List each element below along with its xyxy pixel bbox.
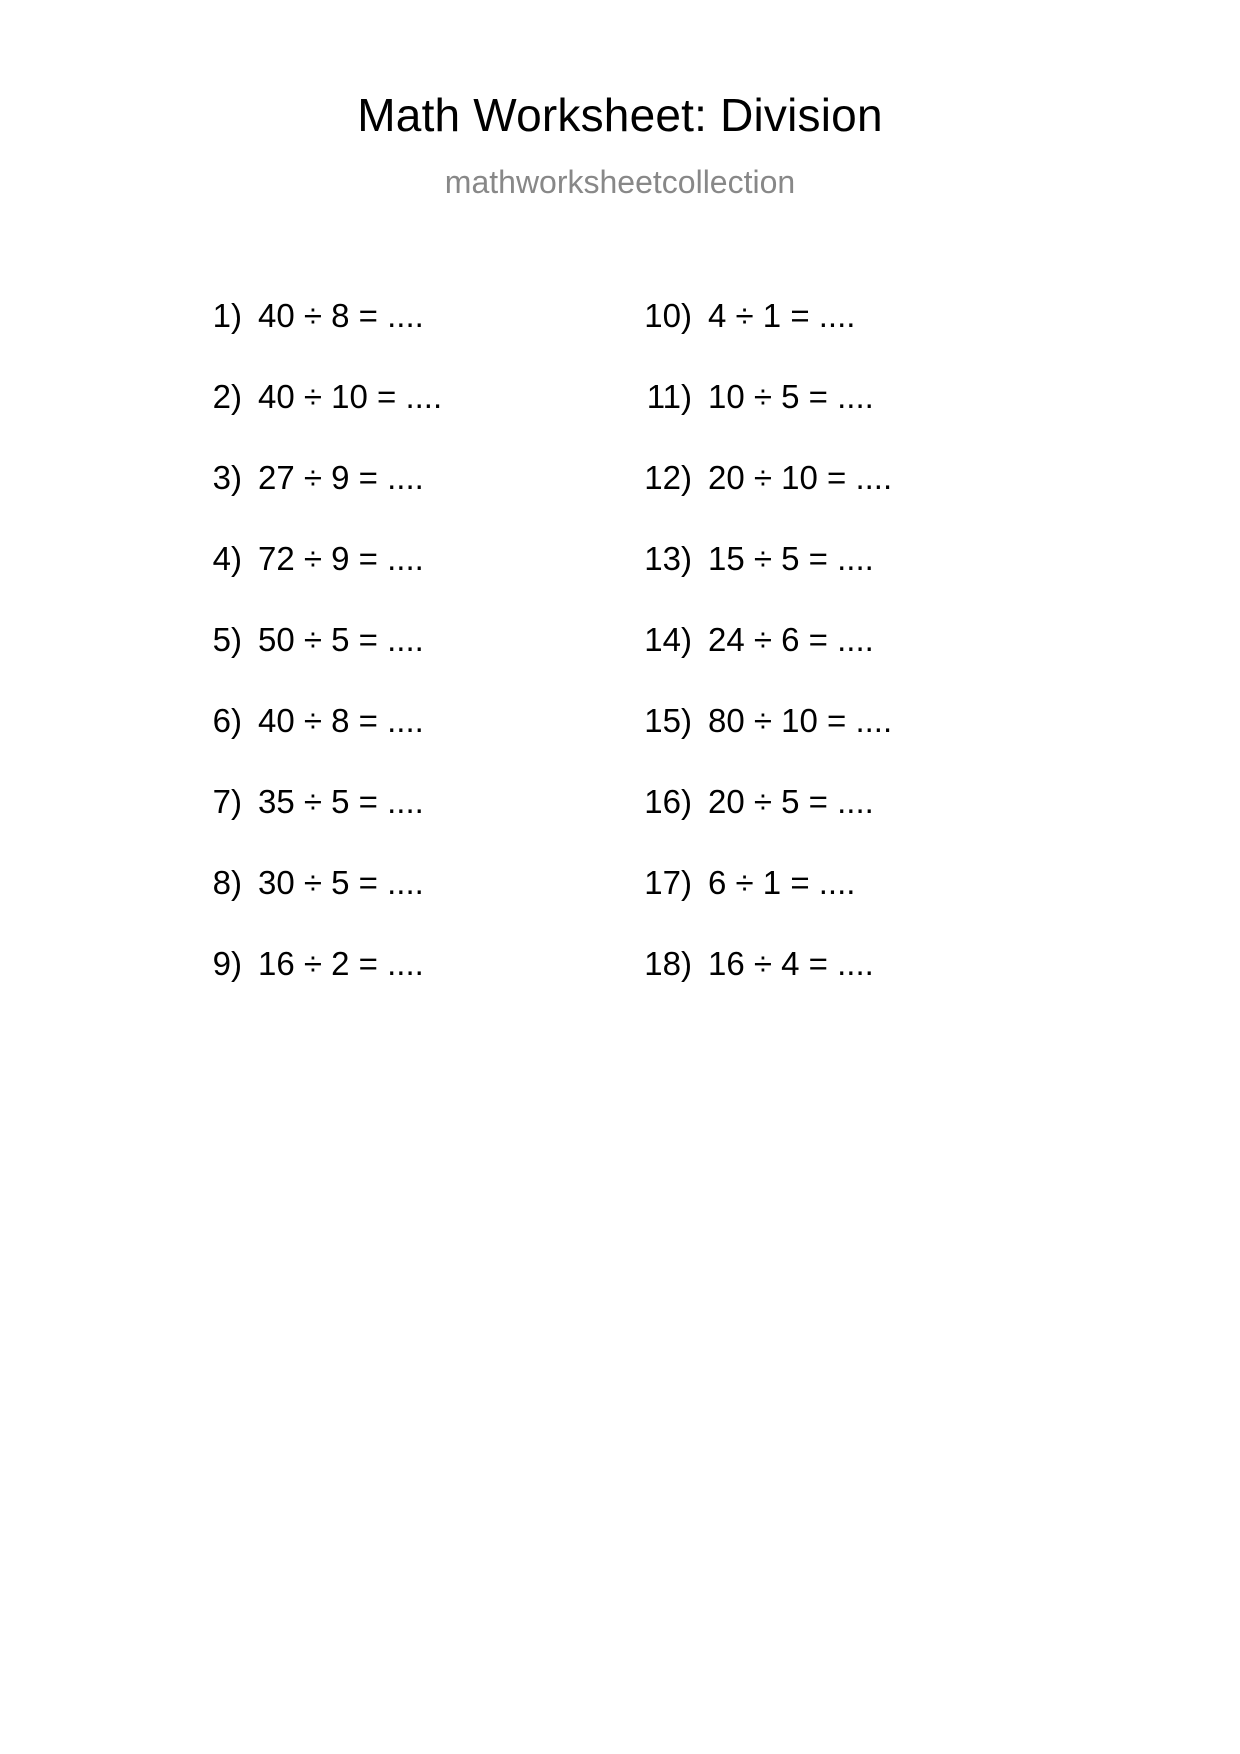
problem-number: 14) <box>644 621 692 658</box>
problem-item <box>636 864 1086 945</box>
problem-item <box>186 945 636 1026</box>
problem-expression: 10 ÷ 5 = .... <box>708 378 874 415</box>
problem-expression: 40 ÷ 8 = .... <box>258 297 424 334</box>
problem-number: 3) <box>212 459 242 496</box>
problem-item <box>636 297 1086 378</box>
problem-item <box>636 945 1086 1026</box>
problem-item <box>636 540 1086 621</box>
problem-expression: 6 ÷ 1 = .... <box>708 864 856 901</box>
page-subtitle: mathworksheetcollection <box>444 164 796 200</box>
problem-expression: 27 ÷ 9 = .... <box>258 459 424 496</box>
problem-number: 7) <box>212 783 242 820</box>
problem-item <box>186 621 636 702</box>
problem-item <box>636 378 1086 459</box>
problem-expression: 16 ÷ 2 = .... <box>258 945 424 982</box>
problem-item <box>636 621 1086 702</box>
problem-expression: 16 ÷ 4 = .... <box>708 945 874 982</box>
problem-item <box>636 459 1086 540</box>
problem-item <box>186 378 636 459</box>
problem-item <box>186 297 636 378</box>
problem-item <box>186 783 636 864</box>
problem-expression: 4 ÷ 1 = .... <box>708 297 856 334</box>
problem-expression: 72 ÷ 9 = .... <box>258 540 424 577</box>
problem-column-left <box>186 297 636 1026</box>
problem-expression: 40 ÷ 10 = .... <box>258 378 443 415</box>
problem-number: 5) <box>212 621 242 658</box>
problem-list <box>0 297 1240 1026</box>
problem-expression: 24 ÷ 6 = .... <box>708 621 874 658</box>
problem-column-right <box>636 297 1086 1026</box>
problem-number: 18) <box>644 945 692 982</box>
problem-number: 11) <box>646 378 692 415</box>
problem-item <box>636 783 1086 864</box>
problem-number: 2) <box>212 378 242 415</box>
problem-number: 16) <box>644 783 692 820</box>
problem-expression: 35 ÷ 5 = .... <box>258 783 424 820</box>
problem-number: 8) <box>212 864 242 901</box>
problem-number: 9) <box>212 945 242 982</box>
problem-number: 15) <box>644 702 692 739</box>
problem-expression: 20 ÷ 5 = .... <box>708 783 874 820</box>
problem-item <box>186 459 636 540</box>
problem-expression: 15 ÷ 5 = .... <box>708 540 874 577</box>
problem-number: 6) <box>212 702 242 739</box>
problem-number: 1) <box>212 297 242 334</box>
problem-item <box>186 540 636 621</box>
problem-number: 4) <box>212 540 242 577</box>
problem-item <box>636 702 1086 783</box>
problem-expression: 20 ÷ 10 = .... <box>708 459 893 496</box>
problem-item <box>186 702 636 783</box>
problem-item <box>186 864 636 945</box>
problem-number: 13) <box>644 540 692 577</box>
page-title: Math Worksheet: Division <box>357 89 883 141</box>
problem-expression: 50 ÷ 5 = .... <box>258 621 424 658</box>
problem-number: 12) <box>644 459 692 496</box>
problem-number: 10) <box>644 297 692 334</box>
problem-expression: 80 ÷ 10 = .... <box>708 702 893 739</box>
problem-number: 17) <box>644 864 692 901</box>
problem-expression: 30 ÷ 5 = .... <box>258 864 424 901</box>
problem-expression: 40 ÷ 8 = .... <box>258 702 424 739</box>
